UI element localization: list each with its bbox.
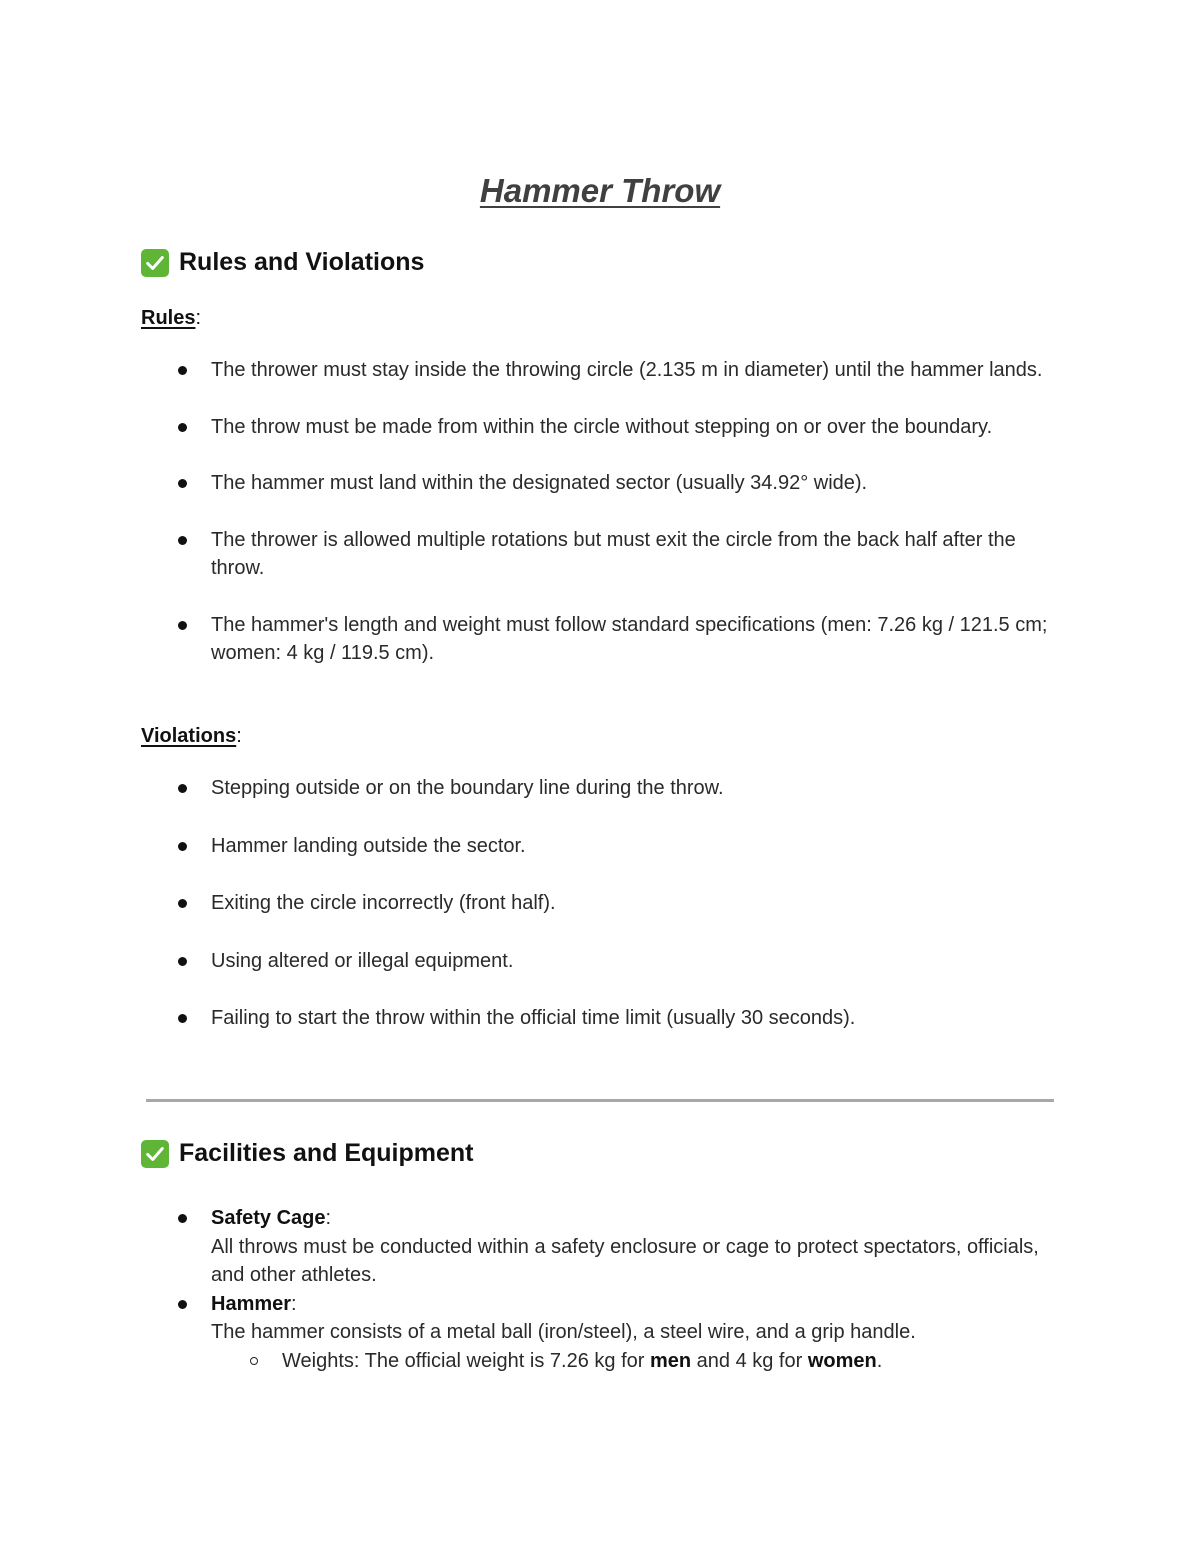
bullet-icon — [178, 899, 187, 908]
sub-list-item-weights: Weights: The official weight is 7.26 kg for men and 4 kg for women. — [0, 1347, 1200, 1376]
list-item: Exiting the circle incorrectly (front half). — [0, 889, 1200, 918]
facilities-list — [0, 1204, 1200, 1375]
bullet-icon — [178, 621, 187, 630]
item-text: The hammer consists of a metal ball (iron/steel), a steel wire, and a grip handle. — [211, 1321, 916, 1343]
bullet-icon — [178, 366, 187, 375]
bullet-icon — [178, 1300, 187, 1309]
list-item: Failing to start the throw within the official time limit (usually 30 seconds). — [0, 1004, 1200, 1033]
bullet-icon — [178, 479, 187, 488]
list-item: The thrower must stay inside the throwing circle (2.135 m in diameter) until the hammer lands. — [0, 356, 1200, 385]
bullet-icon — [178, 1014, 187, 1023]
bullet-icon — [178, 957, 187, 966]
section-heading-rules-violations — [141, 248, 424, 277]
check-mark-icon — [141, 1140, 169, 1168]
violations-label: Violations: — [141, 725, 242, 747]
list-item: The thrower is allowed multiple rotations but must exit the circle from the back half after the throw. — [0, 526, 1200, 583]
list-item: The throw must be made from within the circle without stepping on or over the boundary. — [0, 413, 1200, 442]
bullet-icon — [178, 423, 187, 432]
section-heading-text: Facilities and Equipment — [179, 1139, 474, 1167]
hollow-bullet-icon — [250, 1357, 258, 1365]
bullet-icon — [178, 536, 187, 545]
item-label: Hammer — [211, 1292, 292, 1315]
item-label: Safety Cage — [211, 1207, 326, 1229]
rules-list — [0, 356, 1200, 668]
list-item: The hammer must land within the designated sector (usually 34.92° wide). — [0, 469, 1200, 498]
list-item: The hammer's length and weight must follow standard specifications (men: 7.26 kg / 121.5 cm; women: 4 kg / 119.5 cm). — [0, 611, 1200, 668]
list-item-safety-cage: Safety Cage: All throws must be conducted within a safety enclosure or cage to protect spectators, officials, and other athletes. — [0, 1204, 1200, 1290]
rules-label: Rules: — [141, 307, 202, 329]
page-title: Hammer Throw — [479, 172, 721, 209]
violations-list — [0, 774, 1200, 1033]
list-item-hammer: Hammer: The hammer consists of a metal ball (iron/steel), a steel wire, and a grip handle. — [0, 1290, 1200, 1347]
bullet-icon — [178, 784, 187, 793]
section-heading-text: Rules and Violations — [179, 248, 425, 276]
item-text: All throws must be conducted within a safety enclosure or cage to protect spectators, officials, and other athletes. — [211, 1235, 1039, 1286]
list-item: Hammer landing outside the sector. — [0, 832, 1200, 861]
section-heading-facilities — [141, 1139, 474, 1168]
list-item: Stepping outside or on the boundary line during the throw. — [0, 774, 1200, 803]
bullet-icon — [178, 842, 187, 851]
horizontal-divider — [146, 1099, 1054, 1102]
list-item: Using altered or illegal equipment. — [0, 947, 1200, 976]
bullet-icon — [178, 1214, 187, 1223]
check-mark-icon — [141, 249, 169, 277]
